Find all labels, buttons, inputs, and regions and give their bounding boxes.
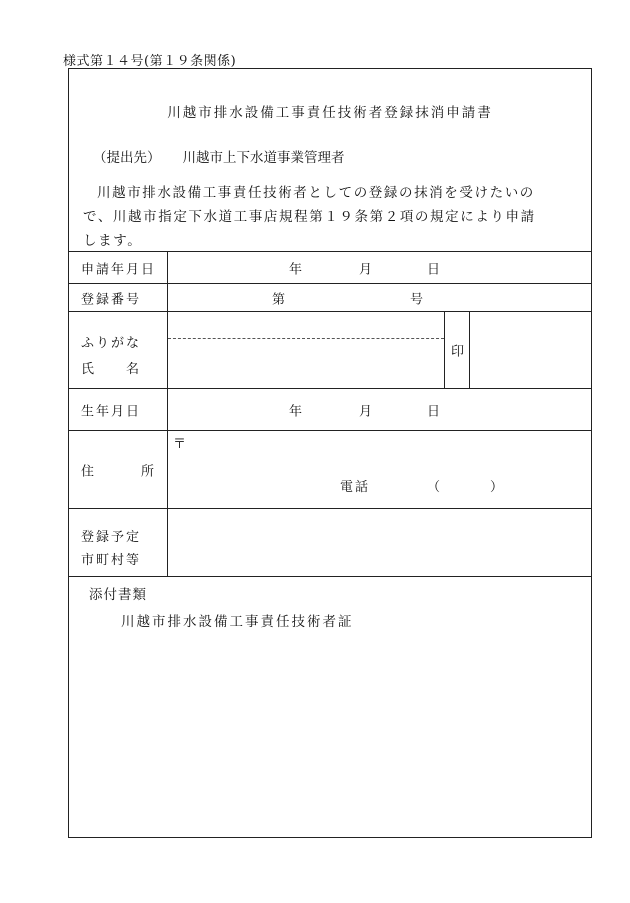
application-date-row (69, 252, 591, 284)
address-label-cell (69, 431, 168, 508)
application-date-field[interactable] (168, 252, 591, 283)
registration-number-field[interactable] (168, 284, 591, 311)
municipality-row (69, 509, 591, 577)
address-row (69, 431, 591, 509)
registration-number-prefix: 第 (272, 292, 286, 307)
registration-number-label: 登録番号 (81, 292, 142, 307)
addressee-name: 川越市上下水道事業管理者 (182, 150, 345, 166)
request-statement-line: で、川越市指定下水道工事店規程第１９条第２項の規定により申請 (83, 209, 536, 225)
phone-paren-open: （ (427, 480, 441, 495)
seal-divider-right (469, 312, 470, 388)
addressee-label: （提出先） (93, 150, 161, 166)
name-row (69, 312, 591, 389)
birth-date-row (69, 389, 591, 431)
seal-divider-left (444, 312, 445, 388)
request-statement-line: 川越市排水設備工事責任技術者としての登録の抹消を受けたいの (97, 185, 535, 201)
municipality-label-cell (69, 509, 168, 576)
birth-date-field[interactable] (168, 389, 591, 430)
application-date-year-unit: 年 (289, 262, 303, 277)
birth-date-label-cell (69, 389, 168, 430)
name-field[interactable] (168, 339, 444, 388)
birth-date-label: 生年月日 (81, 404, 142, 419)
name-label: 氏 名 (81, 362, 142, 377)
application-date-label: 申請年月日 (81, 262, 157, 277)
request-statement (83, 181, 581, 253)
municipality-field[interactable] (168, 509, 591, 576)
registration-number-suffix: 号 (410, 292, 424, 307)
application-form (68, 68, 592, 838)
attachment-item: 川越市排水設備工事責任技術者証 (121, 614, 354, 630)
municipality-label-line2: 市町村等 (81, 553, 142, 568)
form-header (69, 69, 591, 252)
postal-mark: 〒 (173, 437, 187, 452)
application-date-label-cell (69, 252, 168, 283)
request-statement-line: します。 (83, 233, 143, 249)
address-label: 住 所 (81, 464, 157, 479)
birth-date-day-unit: 日 (427, 404, 441, 419)
furigana-label: ふりがな (81, 336, 142, 351)
birth-date-month-unit: 月 (359, 404, 373, 419)
phone-label: 電話 (340, 480, 371, 495)
birth-date-year-unit: 年 (289, 404, 303, 419)
application-date-month-unit: 月 (359, 262, 373, 277)
phone-paren-close: ） (490, 480, 504, 495)
municipality-label-line1: 登録予定 (81, 530, 142, 545)
addressee (93, 146, 345, 166)
form-title: 川越市排水設備工事責任技術者登録抹消申請書 (167, 105, 493, 121)
furigana-field[interactable] (168, 312, 444, 338)
registration-number-label-cell (69, 284, 168, 311)
form-number: 様式第１４号(第１９条関係) (63, 54, 237, 69)
application-date-day-unit: 日 (427, 262, 441, 277)
attachments-label: 添付書類 (89, 587, 147, 603)
address-field[interactable] (168, 431, 591, 508)
seal-mark: 印 (451, 344, 465, 360)
registration-number-row (69, 284, 591, 312)
name-label-cell (69, 312, 168, 388)
